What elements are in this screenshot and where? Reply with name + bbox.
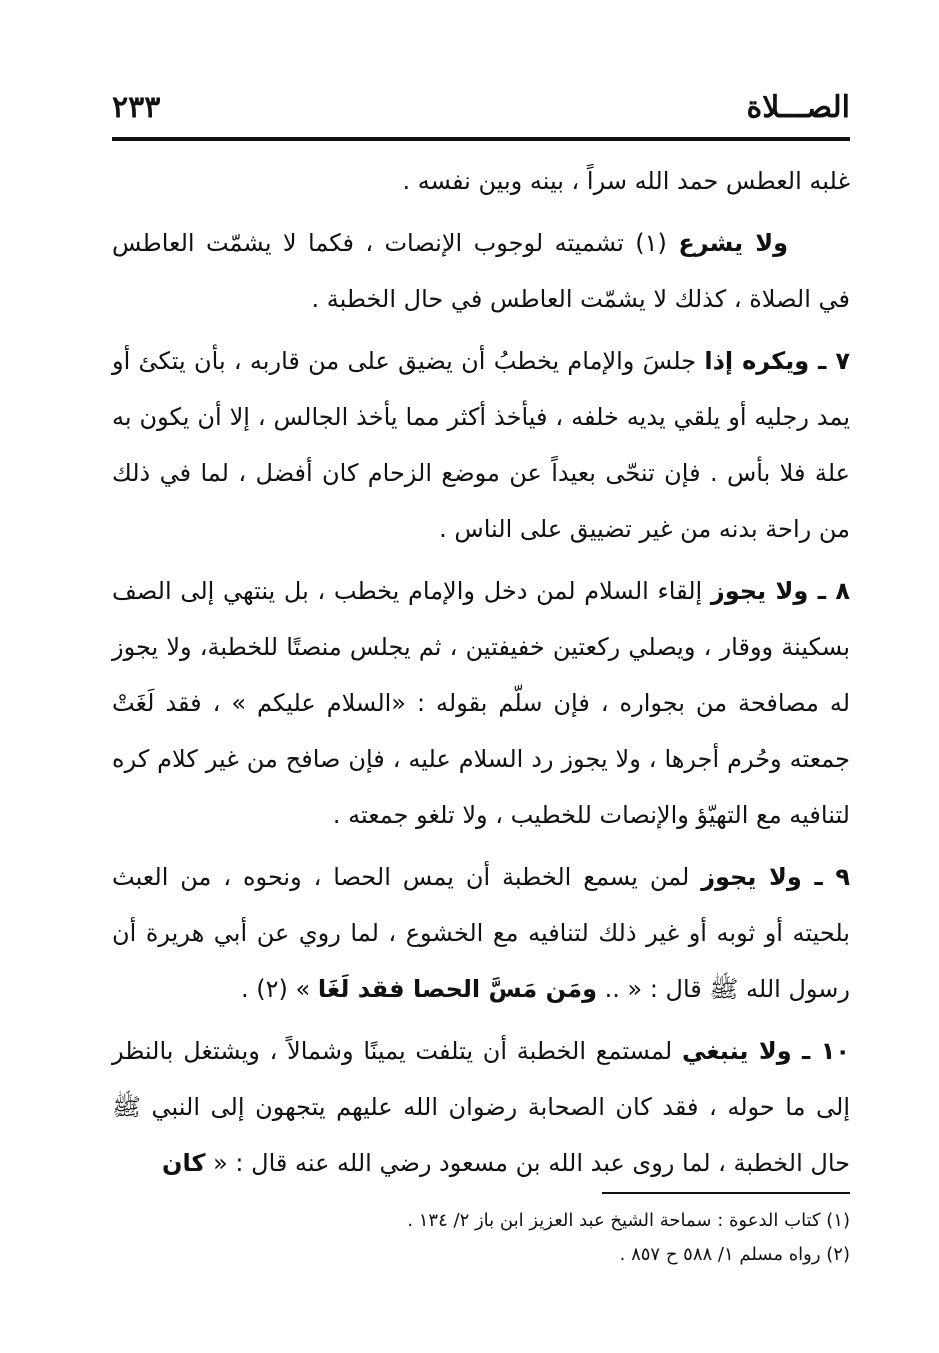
item-number: ٨ ـ xyxy=(808,577,850,605)
paragraph-continuation xyxy=(112,153,850,209)
list-item-10 xyxy=(112,1023,850,1191)
paragraph-text: » (٢) . xyxy=(240,975,318,1003)
paragraph-text: لمن يسمع الخطبة أن يمس الحصا ، ونحوه ، من العبث بلحيته أو ثوبه أو غير ذلك لتنافيه مع الخشوع ، لما روي عن أبي هريرة أن رسول الله ﷺ قال : « .. xyxy=(112,863,850,1003)
item-number: ٧ ـ xyxy=(809,347,851,375)
footnote-divider xyxy=(602,1192,850,1194)
footnote-1: (١) كتاب الدعوة : سماحة الشيخ عبد العزيز ابن باز ٢/ ١٣٤ . xyxy=(407,1210,850,1231)
paragraph-text: لمستمع الخطبة أن يتلفت يمينًا وشمالاً ، ويشتغل بالنظر إلى ما حوله ، فقد كان الصحابة رضوان الله عليهم يتجهون إلى النبي ﷺ حال الخطبة ، لما روى عبد الله بن مسعود رضي الله عنه قال : « xyxy=(112,1037,850,1177)
header-divider xyxy=(112,137,850,141)
paragraph-lead: ولا يشرع xyxy=(678,229,789,257)
page-number: ٢٣٣ xyxy=(112,89,161,125)
paragraph-text: جلسَ والإمام يخطبُ أن يضيق على من قاربه ، بأن يتكئ أو يمد رجليه أو يلقي يديه خلفه ، فيأخذ أكثر مما يأخذ الجالس ، إلا أن يكون به علة فلا بأس . فإن تنحّى بعيداً عن موضع الزحام كان أفضل ، لما في ذلك من راحة بدنه من غير تضييق على الناس . xyxy=(112,347,850,543)
paragraph-lead: ويكره إذا xyxy=(704,347,810,375)
hadith-quote: كان xyxy=(162,1149,206,1177)
item-number: ٩ ـ xyxy=(801,863,850,891)
paragraph-text: (١) تشميته لوجوب الإنصات ، فكما لا يشمّت العاطس في الصلاة ، كذلك لا يشمّت العاطس في حال الخطبة . xyxy=(112,229,850,313)
paragraph-lead: ولا يجوز xyxy=(701,863,802,891)
list-item-9 xyxy=(112,849,850,1017)
chapter-title: الصـــلاة xyxy=(746,89,850,125)
page-header xyxy=(112,82,850,132)
paragraph-text: غلبه العطس حمد الله سراً ، بينه وبين نفسه . xyxy=(402,167,850,195)
paragraph-text: إلقاء السلام لمن دخل والإمام يخطب ، بل ينتهي إلى الصف بسكينة ووقار ، ويصلي ركعتين خفيفتين ، ثم يجلس منصتًا للخطبة، ولا يجوز له مصافحة من بجواره ، فإن سلّم بقوله : «السلام عليكم » ، فقد لَغَتْ جمعته وحُرم أجرها ، ولا يجوز رد السلام عليه ، فإن صافح من غير كلام كره لتنافيه مع التهيّؤ والإنصات للخطيب ، ولا تلغو جمعته . xyxy=(112,577,850,829)
paragraph-lead: ولا يجوز xyxy=(710,577,809,605)
paragraph-tashmit xyxy=(112,215,850,327)
footnote-2: (٢) رواه مسلم ١/ ٥٨٨ ح ٨٥٧ . xyxy=(619,1244,850,1265)
body-text xyxy=(112,153,850,1197)
paragraph-lead: ولا ينبغي xyxy=(681,1037,792,1065)
footnotes xyxy=(112,1204,850,1272)
list-item-8 xyxy=(112,563,850,843)
list-item-7 xyxy=(112,333,850,557)
hadith-quote: ومَن مَسَّ الحصا فقد لَغَا xyxy=(317,975,598,1003)
item-number: ١٠ ـ xyxy=(791,1037,851,1065)
